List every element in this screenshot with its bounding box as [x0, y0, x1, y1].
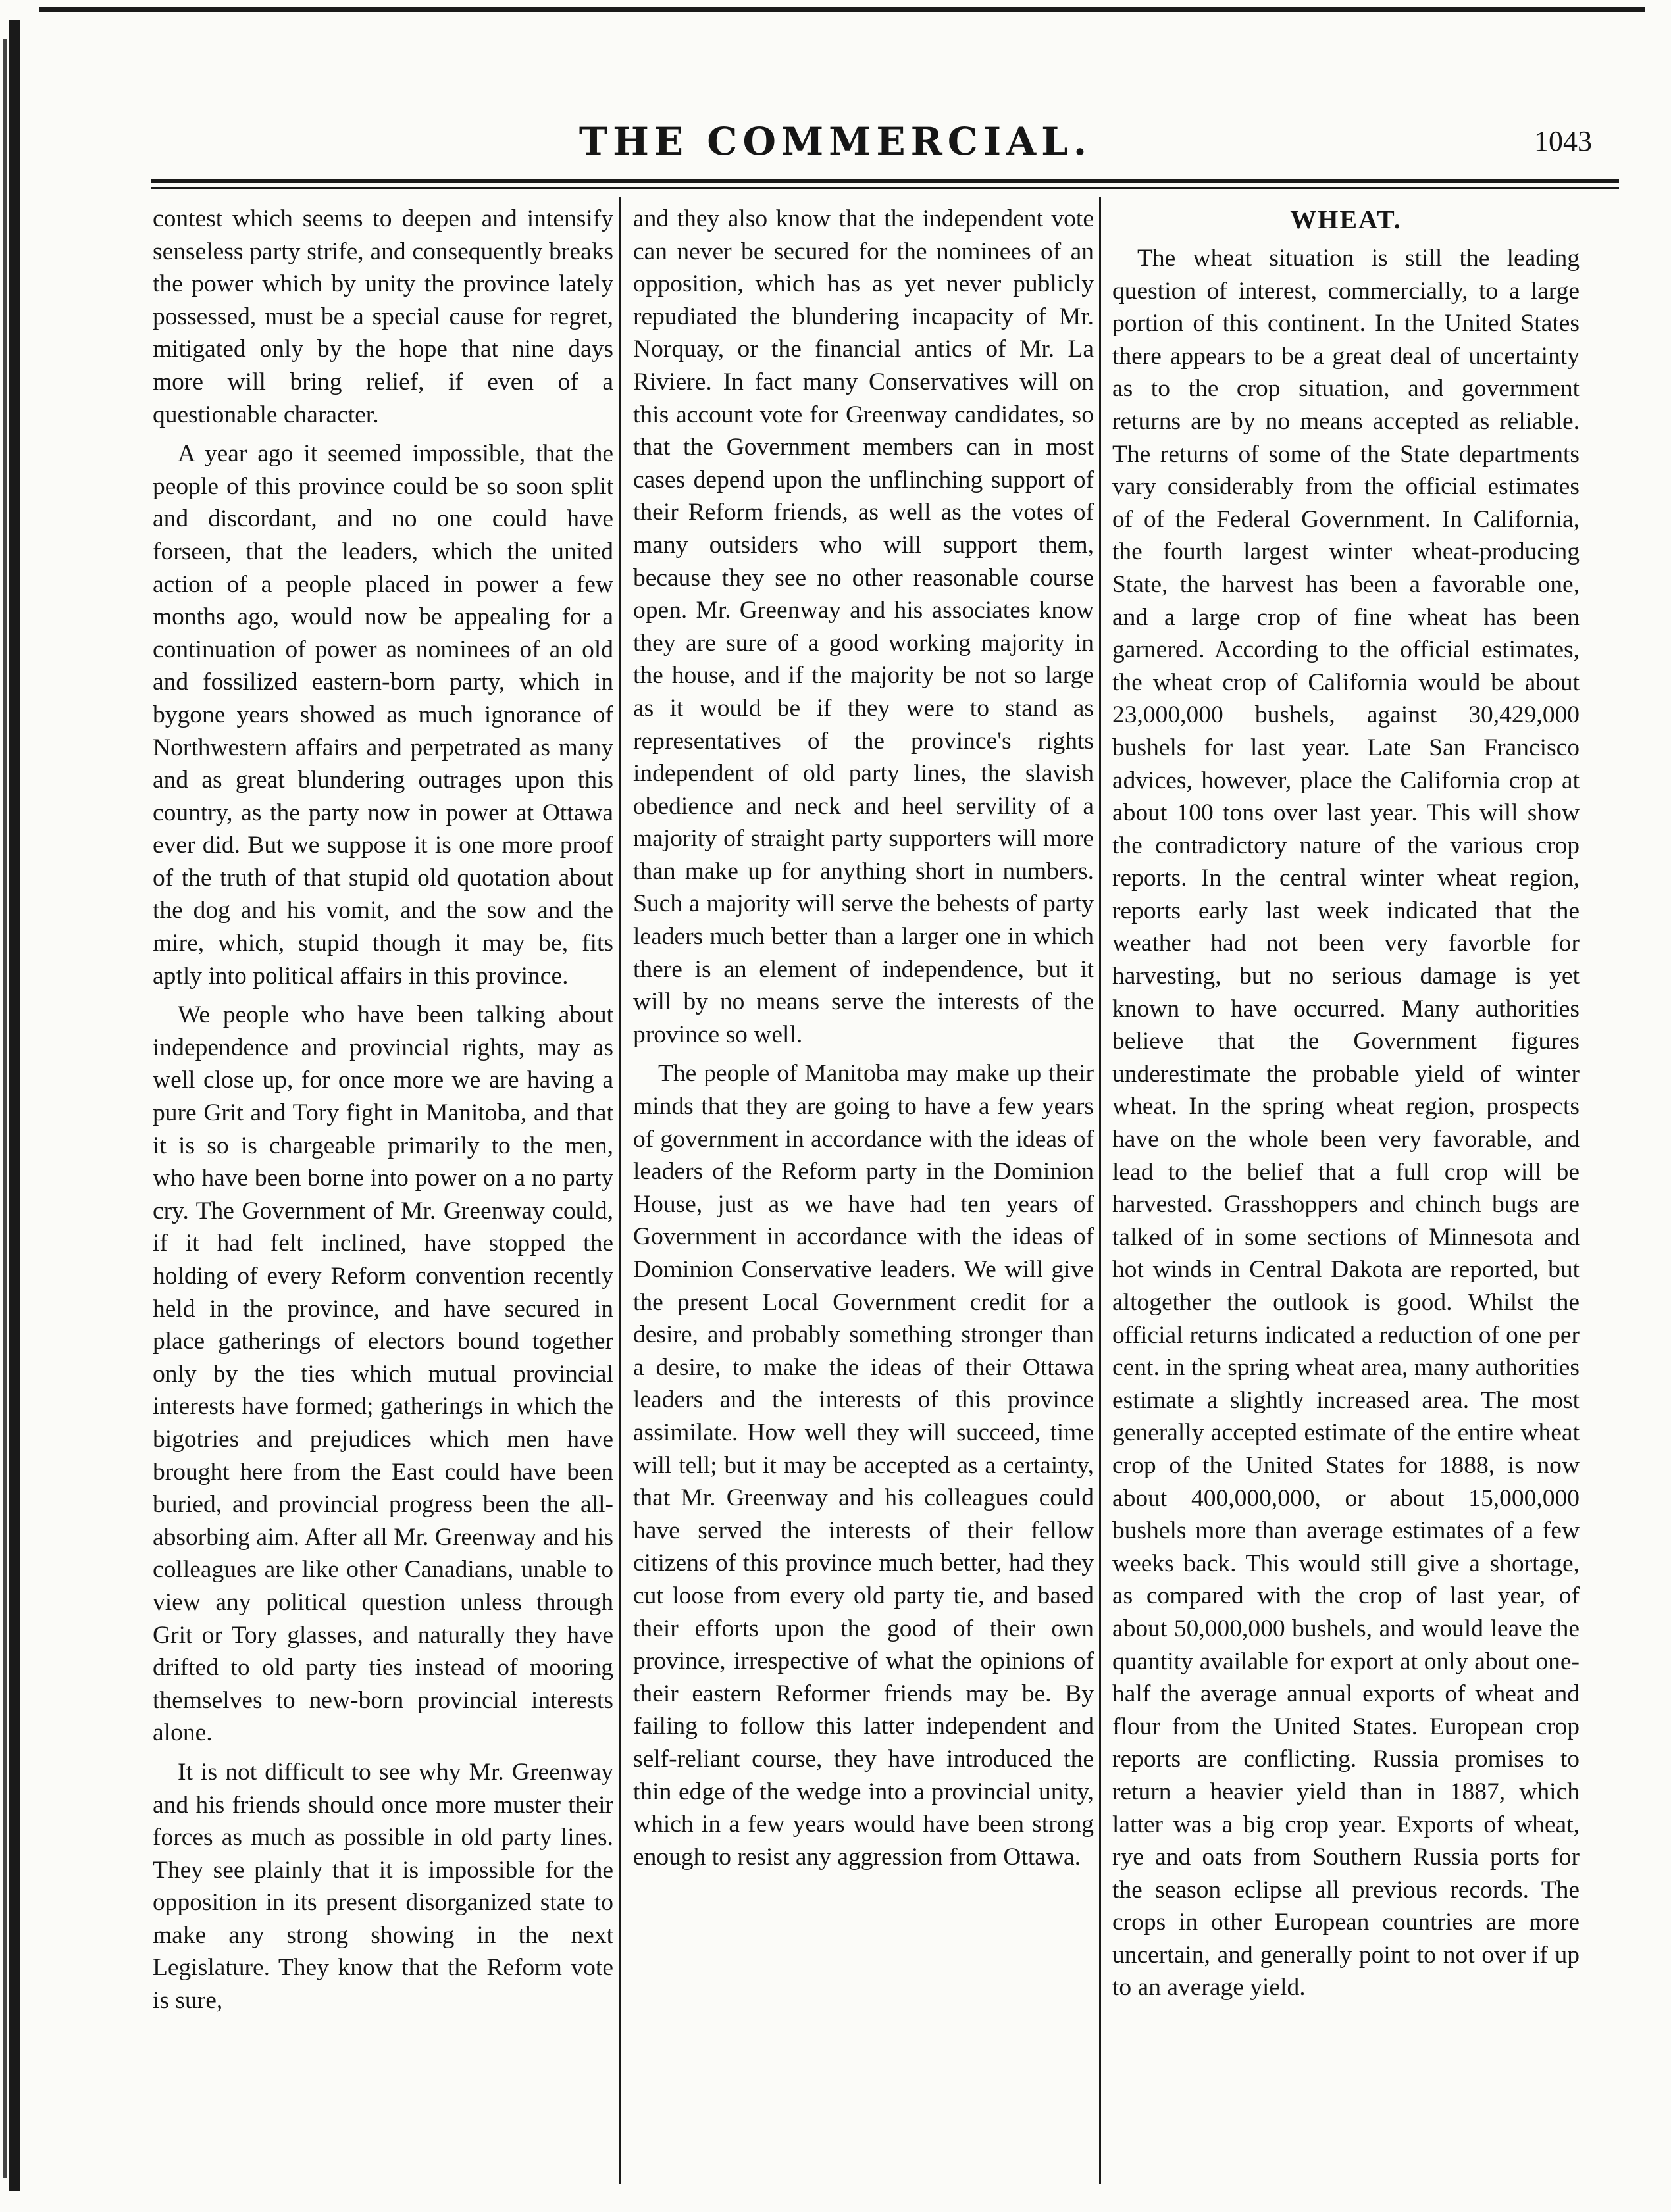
masthead: [0, 112, 1671, 171]
paragraph: The wheat situation is still the leading question of interest, commercially, to a large portion of this continent. In the United States there appears to be a great deal of uncertainty as to the crop situation, and government returns are by no means accepted as reliable. The returns of some of the State departments vary considerably from the official estimates of of the Federal Government. In California, the fourth largest winter wheat-producing State, the harvest has been a favorable one, and a large crop of fine wheat has been garnered. According to the official estimates, the wheat crop of California would be about 23,000,000 bushels, against 30,429,000 bushels for last year. Late San Francisco advices, however, place the California crop at about 100 tons over last year. This will show the contradictory nature of the various crop reports. In the central winter wheat region, reports early last week indicated that the weather had not been very favorble for harvesting, but no serious damage is yet known to have occurred. Many authorities believe that the Government figures underestimate the probable yield of winter wheat. In the spring wheat region, prospects have on the whole been very favorable, and lead to the belief that a full crop will be harvested. Grasshoppers and chinch bugs are talked of in some sections of Minnesota and hot winds in Central Dakota are reported, but altogether the outlook is good. Whilst the official returns indicated a reduction of one per cent. in the spring wheat area, many authorities estimate a slightly increased area. The most generally accepted estimate of the entire wheat crop of the United States for 1888, is now about 400,000,000, or about 15,000,000 bushels more than average estimates of a few weeks back. This would still give a shortage, as compared with the crop of last year, of about 50,000,000 bushels, and would leave the quantity available for export at only about one-half the average annual exports of wheat and flour from the United States. European crop reports are conflicting. Russia promises to return a heavier yield than in 1887, which latter was a big crop year. Exports of wheat, rye and oats from Southern Russia ports for the season eclipse all previous records. The crops in other European countries are more uncertain, and generally point to not over if up to an average yield.: [1112, 245, 1580, 2001]
paragraph: A year ago it seemed impossible, that the people of this province could be so soon split and discordant, and no one could have forseen, that the leaders, which the united action of a people placed in power a few months ago, would now be appealing for a continuation of power as nominees of an old and fossilized eastern-born party, which in bygone years showed as much ignorance of Northwestern affairs and perpetrated as many and as great blundering outrages upon this country, as the party now in power at Ottawa ever did. But we suppose it is one more proof of the truth of that stupid old quotation about the dog and his vomit, and the sow and the mire, which, stupid though it may be, fits aptly into political affairs in this province.: [153, 440, 613, 990]
section-heading: WHEAT.: [1290, 205, 1402, 234]
column-2: [633, 203, 1094, 1880]
column-divider-2: [1099, 197, 1101, 2184]
column-divider-1: [619, 197, 621, 2184]
paragraph: We people who have been talking about independence and provincial rights, may as well close up, for once more we are having a pure Grit and Tory fight in Manitoba, and that it is so is chargeable primarily to the men, who have been borne into power on a no party cry. The Government of Mr. Greenway could, if it had felt inclined, have stopped the holding of every Reform convention recently held in the province, and have secured in place gatherings of electors bound together only by the ties which mutual provincial interests have formed; gatherings in which the bigotries and prejudices which men have brought here from the East could have been buried, and provincial progress been the all-absorbing aim. After all Mr. Greenway and his colleagues are like other Canadians, unable to view any political question unless through Grit or Tory glasses, and naturally they have drifted to old party ties instead of mooring themselves to new-born provincial interests alone.: [153, 1001, 613, 1747]
paragraph: It is not difficult to see why Mr. Greenway and his friends should once more muster their forces as much as possible in old party lines. They see plainly that it is impossible for the opposition in its present disorganized state to make any strong showing in the next Legislature. They know that the Reform vote is sure,: [153, 1758, 613, 2015]
column-3: [1112, 203, 1580, 2011]
masthead-rule-thin: [151, 187, 1619, 189]
page-number: 1043: [1534, 125, 1592, 157]
column-1: [153, 203, 613, 2024]
page-binding-edge: [9, 20, 20, 2191]
masthead-rule-thick: [151, 179, 1619, 183]
top-border-rule: [39, 7, 1645, 12]
page-binding-shadow: [3, 39, 7, 2178]
paragraph: and they also know that the independent vote can never be secured for the nominees of an opposition, which has as yet never publicly repudiated the blundering incapacity of Mr. Norquay, or the financial antics of Mr. La Riviere. In fact many Conservatives will on this account vote for Greenway candidates, so that the Government members can in most cases depend upon the unflinching support of their Reform friends, as well as the votes of many outsiders who will support them, because they see no other reasonable course open. Mr. Greenway and his associates know they are sure of a good working majority in the house, and if the majority be not so large as it would be if they were to stand as representatives of the province's rights independent of old party lines, the slavish obedience and neck and heel servility of a majority of straight party supporters will more than make up for anything short in numbers. Such a majority will serve the behests of party leaders much better than a larger one in which there is an element of independence, but it will by no means serve the interests of the province so well.: [633, 205, 1094, 1048]
newspaper-title: THE COMMERCIAL.: [578, 119, 1093, 164]
paragraph: contest which seems to deepen and intensify senseless party strife, and consequently breaks the power which by unity the province lately possessed, must be a special cause for regret, mitigated only by the hope that nine days more will bring relief, if even of a questionable character.: [153, 205, 613, 428]
paragraph: The people of Manitoba may make up their minds that they are going to have a few years of government in accordance with the ideas of leaders of the Reform party in the Dominion House, just as we have had ten years of Government in accordance with the ideas of Dominion Conservative leaders. We will give the present Local Government credit for a desire, and probably something stronger than a desire, to make the ideas of their Ottawa leaders and the interests of this province assimilate. How well they will succeed, time will tell; but it may be accepted as a certainty, that Mr. Greenway and his colleagues could have served the interests of their fellow citizens of this province much better, had they cut loose from every old party tie, and based their efforts upon the good of their own province, irrespective of what the opinions of their eastern Reformer friends may be. By failing to follow this latter independent and self-reliant course, they have introduced the thin edge of the wedge into a provincial unity, which in a few years would have been strong enough to resist any aggression from Ottawa.: [633, 1060, 1094, 1871]
